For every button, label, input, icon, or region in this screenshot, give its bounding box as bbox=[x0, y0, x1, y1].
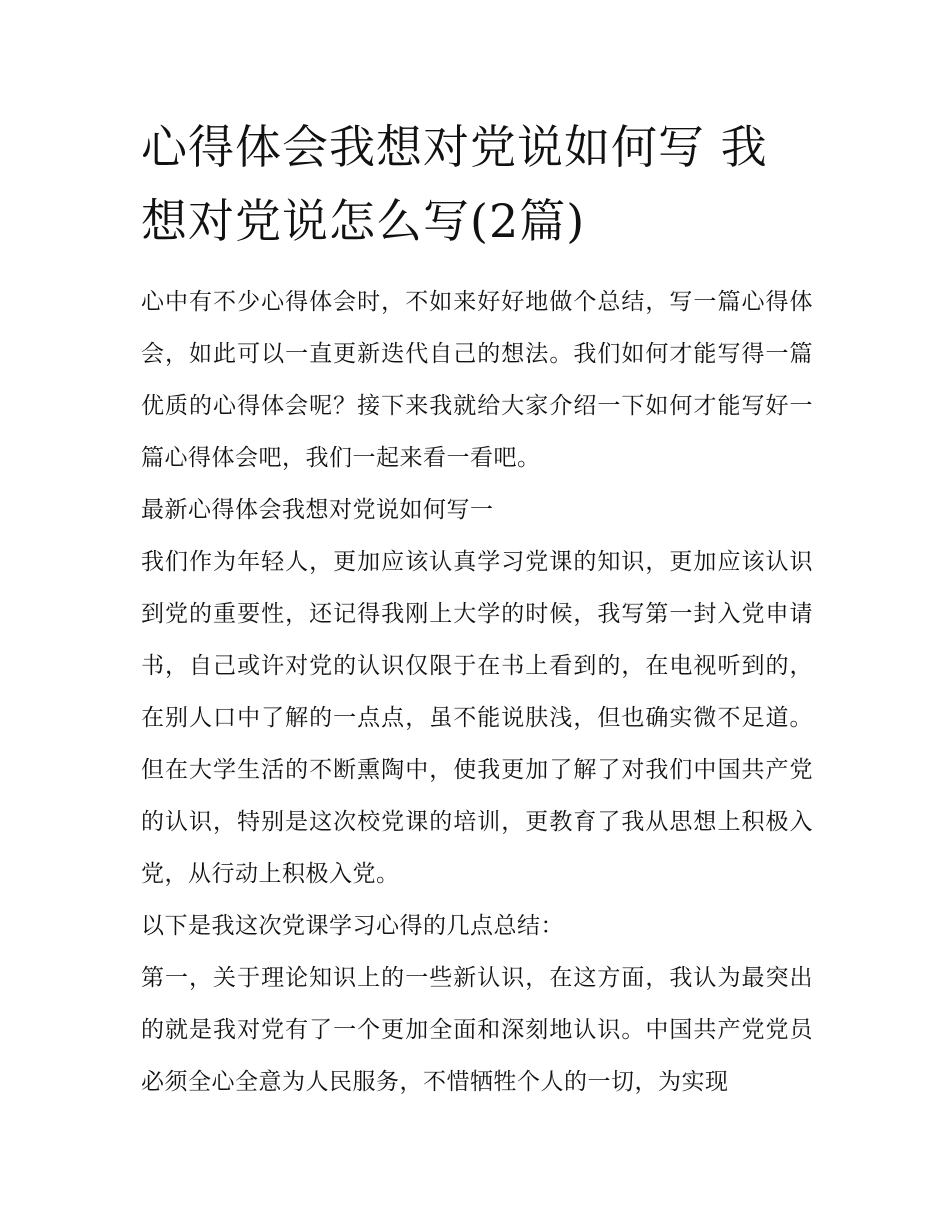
document-title: 心得体会我想对党说如何写 我想对党说怎么写(2篇) bbox=[141, 120, 768, 248]
point-one-paragraph: 第一，关于理论知识上的一些新认识，在这方面，我认为最突出的就是我对党有了一个更加全面和深刻地认识。中国共产党党员必须全心全意为人民服务，不惜牺牲个人的一切，为实现 bbox=[141, 965, 813, 1095]
intro-paragraph: 心中有不少心得体会时，不如来好好地做个总结，写一篇心得体会，如此可以一直更新迭代自己的想法。我们如何才能写得一篇优质的心得体会呢？接下来我就给大家介绍一下如何才能写好一篇心得体会吧，我们一起来看一看吧。 bbox=[141, 289, 813, 471]
summary-lead-paragraph: 以下是我这次党课学习心得的几点总结： bbox=[141, 913, 564, 939]
document-page bbox=[141, 110, 813, 1108]
section-heading: 最新心得体会我想对党说如何写一 bbox=[141, 497, 494, 523]
document-body bbox=[141, 276, 813, 1108]
body-paragraph: 我们作为年轻人，更加应该认真学习党课的知识，更加应该认识到党的重要性，还记得我刚上大学的时候，我写第一封入党申请书，自己或许对党的认识仅限于在书上看到的，在电视听到的，在别人口中了解的一点点，虽不能说肤浅，但也确实微不足道。但在大学生活的不断熏陶中，使我更加了解了对我们中国共产党的认识，特别是这次校党课的培训，更教育了我从思想上积极入党，从行动上积极入党。 bbox=[141, 549, 813, 887]
